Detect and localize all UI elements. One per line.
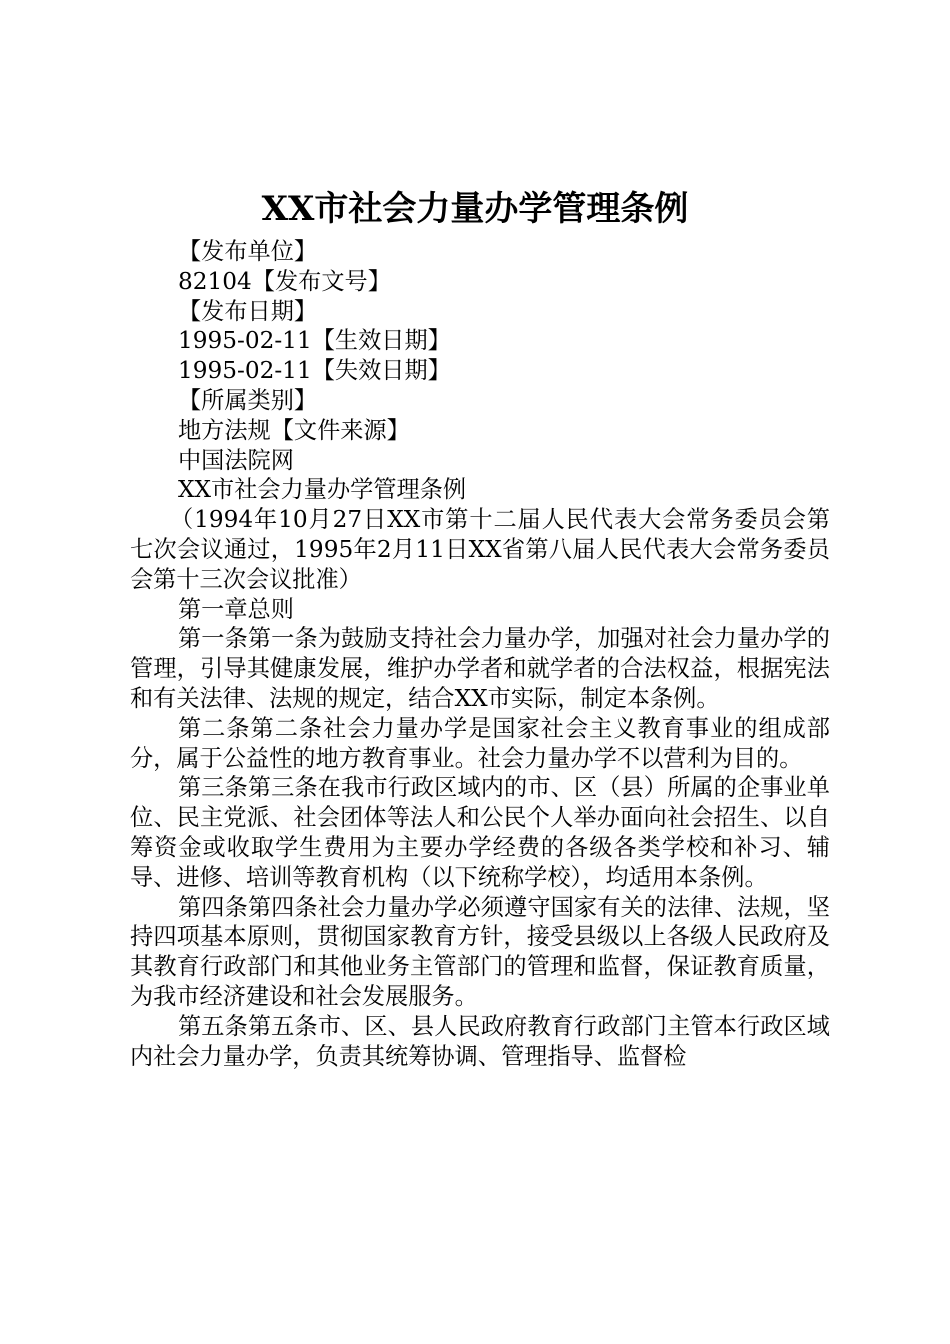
intro-paragraph: （1994年10月27日XX市第十二届人民代表大会常务委员会第七次会议通过，1995年2月11日XX省第八届人民代表大会常务委员会第十三次会议批准） — [130, 506, 830, 593]
document-title: XX市社会力量办学管理条例 — [261, 189, 689, 229]
meta-effective-date: 1995-02-11【生效日期】 — [178, 327, 451, 355]
meta-category: 【所属类别】 — [178, 386, 318, 414]
meta-source-name: 中国法院网 — [178, 446, 294, 474]
chapter-heading: 第一章总则 — [178, 595, 294, 623]
article-4: 第四条第四条社会力量办学必须遵守国家有关的法律、法规，坚持四项基本原则，贯彻国家教育方针，接受县级以上各级人民政府及其教育行政部门和其他业务主管部门的管理和监督，保证教育质量，为我市经济建设和社会发展服务。 — [130, 893, 830, 1010]
meta-publish-date: 【发布日期】 — [178, 297, 318, 325]
document-body — [130, 237, 830, 1071]
meta-source: 地方法规【文件来源】 — [178, 416, 410, 444]
article-2: 第二条第二条社会力量办学是国家社会主义教育事业的组成部分，属于公益性的地方教育事业。社会力量办学不以营利为目的。 — [130, 714, 830, 772]
article-5: 第五条第五条市、区、县人民政府教育行政部门主管本行政区域内社会力量办学，负责其统筹协调、管理指导、监督检 — [130, 1012, 830, 1070]
meta-expiry-date: 1995-02-11【失效日期】 — [178, 357, 451, 385]
meta-publisher: 【发布单位】 — [178, 238, 318, 265]
article-1: 第一条第一条为鼓励支持社会力量办学，加强对社会力量办学的管理，引导其健康发展，维护办学者和就学者的合法权益，根据宪法和有关法律、法规的规定，结合XX市实际，制定本条例。 — [130, 625, 830, 712]
meta-regulation-name: XX市社会力量办学管理条例 — [178, 476, 467, 504]
article-3: 第三条第三条在我市行政区域内的市、区（县）所属的企事业单位、民主党派、社会团体等法人和公民个人举办面向社会招生、以自筹资金或收取学生费用为主要办学经费的各级各类学校和补习、辅导、进修、培训等教育机构（以下统称学校），均适用本条例。 — [130, 774, 830, 891]
meta-doc-number: 82104【发布文号】 — [178, 267, 391, 295]
